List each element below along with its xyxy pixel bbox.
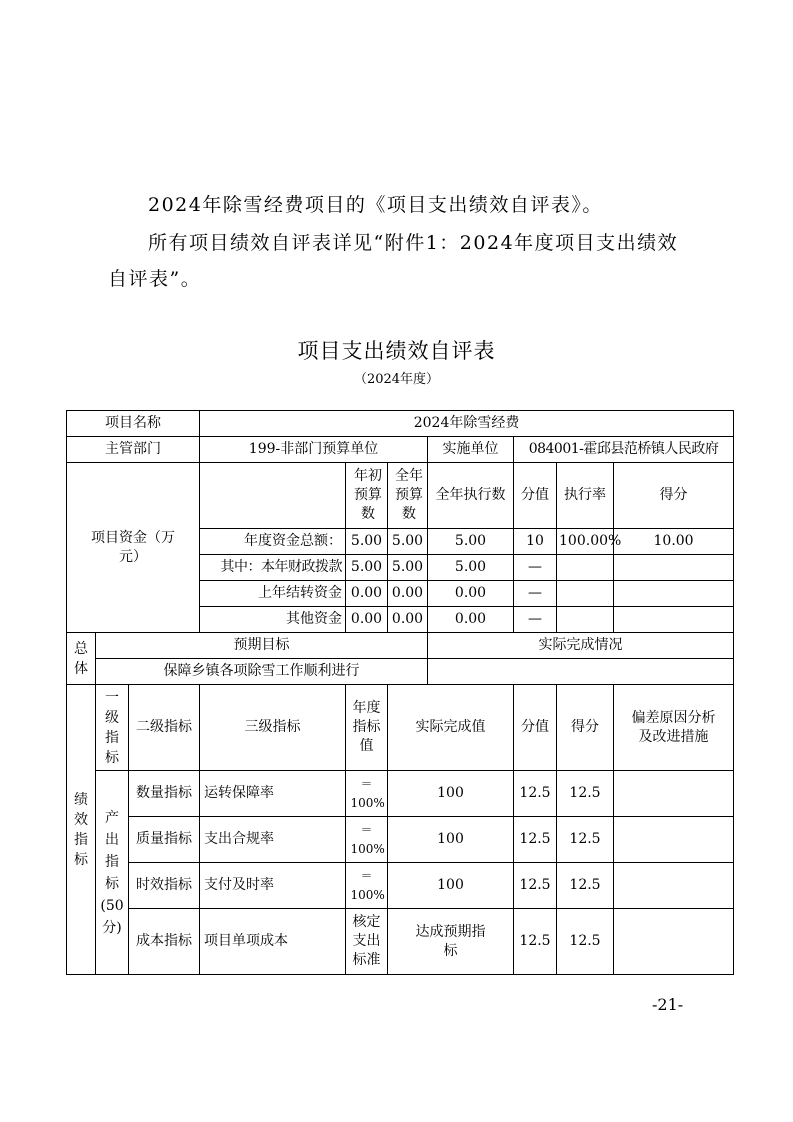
funds-label-text: 项目资金（万元） bbox=[91, 529, 175, 565]
perf-deviation bbox=[614, 909, 734, 975]
perf-deviation bbox=[614, 817, 734, 863]
perf-score-header: 得分 bbox=[557, 685, 614, 771]
perf-row bbox=[67, 771, 734, 817]
perf-score-value: 12.5 bbox=[514, 863, 557, 909]
funds-row-label: 其他资金 bbox=[200, 607, 346, 633]
funds-score bbox=[614, 581, 734, 607]
dept-label: 主管部门 bbox=[67, 437, 200, 463]
intro-line-2: 所有项目绩效自评表详见“附件1：2024年度项目支出绩效 bbox=[148, 232, 679, 254]
actual-value-header: 实际完成值 bbox=[388, 685, 514, 771]
perf-deviation bbox=[614, 863, 734, 909]
goal-label bbox=[67, 633, 96, 685]
perf-score: 12.5 bbox=[557, 909, 614, 975]
perf-actual: 100 bbox=[388, 771, 514, 817]
funds-initial: 0.00 bbox=[346, 607, 388, 633]
deviation-header bbox=[614, 685, 734, 771]
funds-full: 0.00 bbox=[388, 607, 428, 633]
perf-level2: 时效指标 bbox=[129, 863, 200, 909]
expected-goal-value: 保障乡镇各项除雪工作顺利进行 bbox=[96, 659, 428, 685]
budget-full-text: 全年预算数 bbox=[395, 468, 424, 522]
funds-full: 0.00 bbox=[388, 581, 428, 607]
actual-goal-value bbox=[428, 659, 734, 685]
perf-deviation bbox=[614, 771, 734, 817]
project-name-label: 项目名称 bbox=[67, 411, 200, 437]
funds-executed: 5.00 bbox=[428, 555, 514, 581]
perf-actual-text: 达成预期指标 bbox=[415, 923, 486, 959]
funds-initial: 5.00 bbox=[346, 555, 388, 581]
level2-header: 二级指标 bbox=[129, 685, 200, 771]
executed-header: 全年执行数 bbox=[428, 463, 514, 529]
score-value-header: 分值 bbox=[514, 463, 557, 529]
perf-target bbox=[346, 863, 388, 909]
perf-target bbox=[346, 909, 388, 975]
budget-full-header bbox=[388, 463, 428, 529]
perf-score: 12.5 bbox=[557, 863, 614, 909]
perf-level3: 支付及时率 bbox=[200, 863, 346, 909]
row-funds-header bbox=[67, 463, 734, 529]
funds-score-value: — bbox=[514, 581, 557, 607]
impl-value: 084001-霍邱县范桥镇人民政府 bbox=[514, 437, 734, 463]
funds-initial: 0.00 bbox=[346, 581, 388, 607]
perf-label bbox=[67, 685, 96, 975]
perf-level3: 运转保障率 bbox=[200, 771, 346, 817]
budget-initial-text: 年初预算数 bbox=[354, 468, 383, 522]
funds-row-label: 上年结转资金 bbox=[200, 581, 346, 607]
perf-score-value: 12.5 bbox=[514, 771, 557, 817]
perf-target bbox=[346, 817, 388, 863]
perf-level2: 数量指标 bbox=[129, 771, 200, 817]
perf-score-value-header: 分值 bbox=[514, 685, 557, 771]
page-number: -21- bbox=[652, 995, 684, 1014]
perf-target-text: ＝100% bbox=[350, 868, 385, 902]
perf-score-value: 12.5 bbox=[514, 817, 557, 863]
row-department bbox=[67, 437, 734, 463]
perf-level3: 项目单项成本 bbox=[200, 909, 346, 975]
funds-score bbox=[614, 607, 734, 633]
row-perf-header bbox=[67, 685, 734, 771]
funds-full: 5.00 bbox=[388, 555, 428, 581]
funds-header-blank bbox=[200, 463, 346, 529]
score-header: 得分 bbox=[614, 463, 734, 529]
table-title: 项目支出绩效自评表 bbox=[297, 339, 496, 363]
funds-label bbox=[67, 463, 200, 633]
perf-target-text: 核定支出标准 bbox=[352, 914, 381, 968]
output-label bbox=[96, 771, 129, 975]
perf-level2: 成本指标 bbox=[129, 909, 200, 975]
funds-full: 5.00 bbox=[388, 529, 428, 555]
target-header-text: 年度指标值 bbox=[352, 700, 381, 754]
performance-table bbox=[66, 410, 734, 975]
intro-line-3: 自评表”。 bbox=[108, 268, 202, 290]
perf-actual: 100 bbox=[388, 817, 514, 863]
funds-score bbox=[614, 555, 734, 581]
funds-executed: 5.00 bbox=[428, 529, 514, 555]
perf-row bbox=[67, 863, 734, 909]
budget-initial-header bbox=[346, 463, 388, 529]
perf-target bbox=[346, 771, 388, 817]
dept-value: 199-非部门预算单位 bbox=[200, 437, 428, 463]
target-header bbox=[346, 685, 388, 771]
perf-actual bbox=[388, 909, 514, 975]
funds-exec-rate: 100.00% bbox=[557, 529, 614, 555]
actual-label: 实际完成情况 bbox=[428, 633, 734, 659]
perf-score-value: 12.5 bbox=[514, 909, 557, 975]
funds-exec-rate bbox=[557, 607, 614, 633]
funds-row-label: 年度资金总额： bbox=[200, 529, 346, 555]
perf-row bbox=[67, 909, 734, 975]
perf-score: 12.5 bbox=[557, 817, 614, 863]
perf-target-text: ＝100% bbox=[350, 822, 385, 856]
funds-executed: 0.00 bbox=[428, 581, 514, 607]
output-label-text: 产出指标(50分) bbox=[100, 809, 124, 936]
perf-level3: 支出合规率 bbox=[200, 817, 346, 863]
level1-header-text: 一级指标 bbox=[105, 689, 119, 766]
funds-row-label: 其中：本年财政拨款 bbox=[200, 555, 346, 581]
level1-header bbox=[96, 685, 129, 771]
funds-score-value: — bbox=[514, 555, 557, 581]
expected-goal-label: 预期目标 bbox=[96, 633, 428, 659]
perf-score: 12.5 bbox=[557, 771, 614, 817]
funds-score: 10.00 bbox=[614, 529, 734, 555]
perf-label-text: 绩效指标 bbox=[74, 791, 88, 868]
row-project-name bbox=[67, 411, 734, 437]
funds-score-value: 10 bbox=[514, 529, 557, 555]
funds-executed: 0.00 bbox=[428, 607, 514, 633]
perf-actual: 100 bbox=[388, 863, 514, 909]
funds-exec-rate bbox=[557, 555, 614, 581]
row-goal bbox=[67, 659, 734, 685]
intro-line-1: 2024年除雪经费项目的《项目支出绩效自评表》。 bbox=[148, 194, 603, 216]
row-goal-header bbox=[67, 633, 734, 659]
table-subtitle: （2024年度） bbox=[353, 372, 440, 387]
perf-row bbox=[67, 817, 734, 863]
deviation-header-text: 偏差原因分析及改进措施 bbox=[631, 709, 716, 745]
exec-rate-header: 执行率 bbox=[557, 463, 614, 529]
perf-target-text: ＝100% bbox=[350, 776, 385, 810]
level3-header: 三级指标 bbox=[200, 685, 346, 771]
project-name-value: 2024年除雪经费 bbox=[200, 411, 734, 437]
funds-exec-rate bbox=[557, 581, 614, 607]
impl-label: 实施单位 bbox=[428, 437, 514, 463]
funds-score-value: — bbox=[514, 607, 557, 633]
funds-initial: 5.00 bbox=[346, 529, 388, 555]
perf-level2: 质量指标 bbox=[129, 817, 200, 863]
goal-label-text: 总体 bbox=[74, 640, 88, 677]
